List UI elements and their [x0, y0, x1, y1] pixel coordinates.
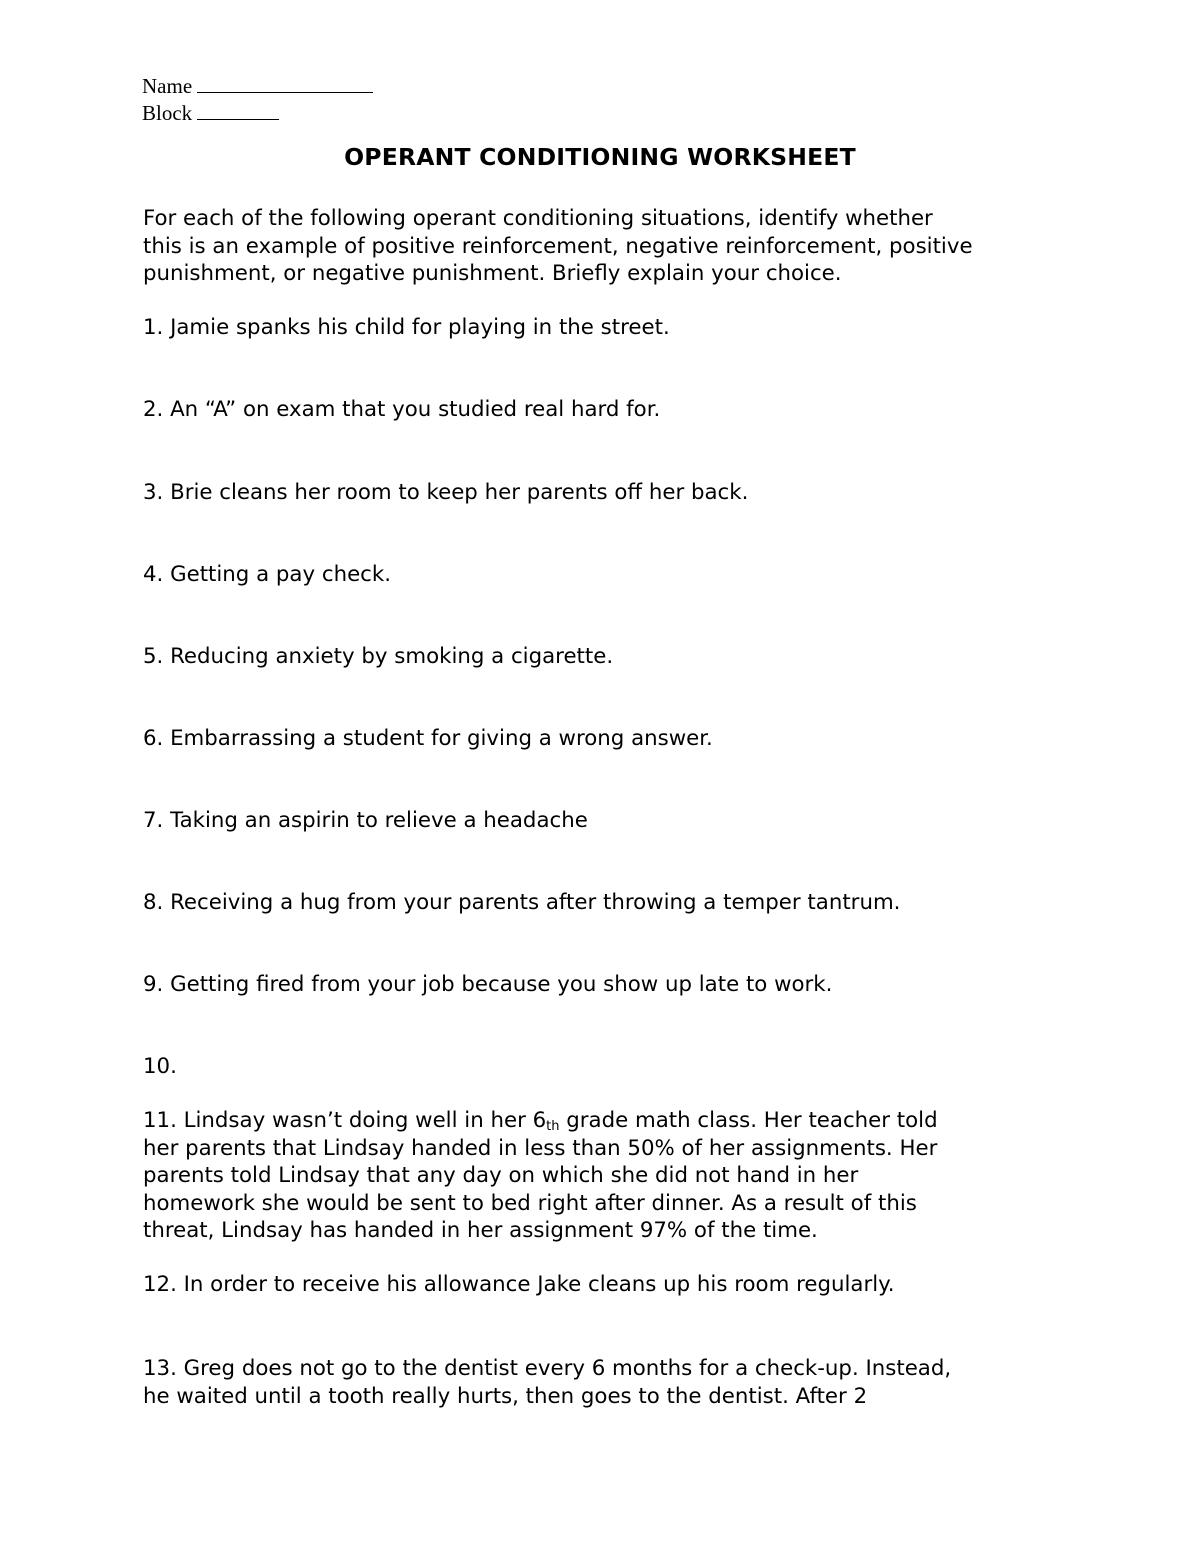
question-10: 10.: [143, 1054, 177, 1079]
instructions-line: punishment, or negative punishment. Briefly explain your choice.: [143, 261, 842, 286]
instructions-paragraph: [143, 205, 1073, 288]
ordinal-suffix: th: [546, 1119, 560, 1134]
question-11-text: 11. Lindsay wasn’t doing well in her 6: [143, 1108, 547, 1133]
question-13-line: 13. Greg does not go to the dentist every 6 months for a check-up. Instead,: [143, 1356, 952, 1381]
name-blank-line: [197, 74, 373, 93]
instructions-line: For each of the following operant conditioning situations, identify whether: [143, 206, 933, 231]
question-11-line: her parents that Lindsay handed in less than 50% of her assignments. Her: [143, 1135, 938, 1161]
question-11-line: [143, 1107, 1073, 1135]
block-field: [142, 100, 279, 126]
question-11: [143, 1107, 1073, 1245]
question-5: 5. Reducing anxiety by smoking a cigarette.: [143, 644, 614, 669]
name-label: Name: [142, 74, 193, 98]
question-4: 4. Getting a pay check.: [143, 562, 391, 587]
block-label: Block: [142, 101, 193, 125]
question-8: 8. Receiving a hug from your parents after throwing a temper tantrum.: [143, 890, 901, 915]
instructions-line: this is an example of positive reinforcement, negative reinforcement, positive: [143, 233, 973, 259]
question-12: 12. In order to receive his allowance Jake cleans up his room regularly.: [143, 1272, 895, 1297]
question-7: 7. Taking an aspirin to relieve a headache: [143, 808, 588, 833]
worksheet-title: OPERANT CONDITIONING WORKSHEET: [344, 143, 856, 171]
question-13-line: he waited until a tooth really hurts, then goes to the dentist. After 2: [143, 1383, 868, 1409]
question-11-text: grade math class. Her teacher told: [559, 1108, 938, 1133]
question-6: 6. Embarrassing a student for giving a wrong answer.: [143, 726, 713, 751]
question-2: 2. An “A” on exam that you studied real hard for.: [143, 397, 661, 422]
question-9: 9. Getting fired from your job because you show up late to work.: [143, 972, 833, 997]
question-11-line: threat, Lindsay has handed in her assignment 97% of the time.: [143, 1218, 818, 1243]
question-11-line: parents told Lindsay that any day on which she did not hand in her: [143, 1163, 859, 1188]
question-3: 3. Brie cleans her room to keep her parents off her back.: [143, 480, 749, 505]
question-11-line: homework she would be sent to bed right after dinner. As a result of this: [143, 1190, 917, 1216]
name-field: [142, 73, 373, 99]
question-13: [143, 1355, 1073, 1410]
question-1: 1. Jamie spanks his child for playing in the street.: [143, 315, 670, 340]
block-blank-line: [197, 101, 279, 120]
